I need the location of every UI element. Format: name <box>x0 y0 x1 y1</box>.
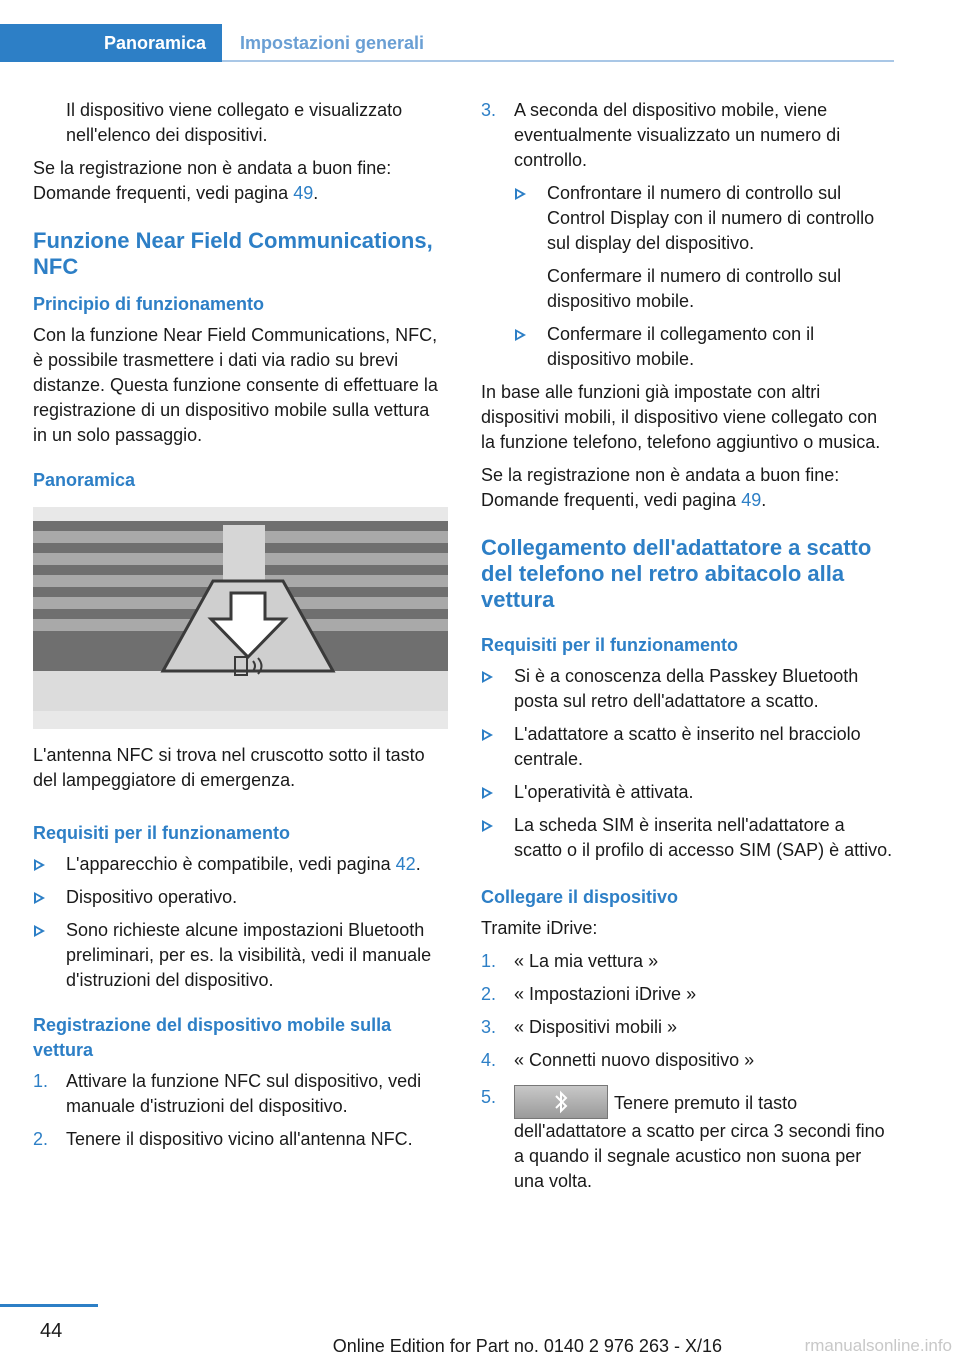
page-link-49[interactable]: 49 <box>741 490 762 510</box>
list-item-text: L'apparecchio è compatibile, vedi pagina <box>66 854 396 874</box>
heading-panoramica: Panoramica <box>33 470 136 490</box>
heading-principio: Principio di funzionamento <box>33 294 264 314</box>
bullet-triangle-icon <box>482 820 493 832</box>
sub-list-item <box>514 181 893 256</box>
list-item-text: Sono richieste alcune impostazioni Bluetooth preliminari, per es. la visibilità, vedi il manuale d'istruzioni del dispositivo. <box>66 920 432 990</box>
heading-nfc: Funzione Near Field Communications, NFC <box>33 228 433 279</box>
bullet-triangle-icon <box>482 729 493 741</box>
list-item <box>481 664 893 714</box>
bullet-triangle-icon <box>34 892 45 904</box>
bullet-triangle-icon <box>34 859 45 871</box>
step-number: 2. <box>33 1129 49 1149</box>
list-item <box>33 1127 448 1152</box>
bullet-triangle-icon <box>515 329 526 341</box>
paragraph-connected: Il dispositivo viene collegato e visualizzato nell'elenco dei dispositivi. <box>66 100 403 145</box>
footer-divider <box>0 1304 98 1307</box>
list-item <box>481 1085 893 1194</box>
list-item-text: « Dispositivi mobili » <box>514 1017 678 1037</box>
heading-collegamento: Collegamento dell'adattatore a scatto del telefono nel retro abitacolo alla vettura <box>481 535 872 612</box>
list-item <box>481 1048 893 1073</box>
heading-requisiti: Requisiti per il funzionamento <box>481 635 739 655</box>
list-item-text: L'adattatore a scatto è inserito nel bracciolo centrale. <box>514 724 861 769</box>
list-item-text: Tenere il dispositivo vicino all'antenna NFC. <box>66 1129 413 1149</box>
list-item-text: Confrontare il numero di controllo sul Control Display con il numero di controllo sul display del dispositivo. <box>547 183 875 253</box>
bullet-triangle-icon <box>482 787 493 799</box>
page-header <box>0 0 960 64</box>
sub-paragraph: Confermare il numero di controllo sul dispositivo mobile. <box>547 266 842 311</box>
tab-impostazioni-generali[interactable]: Impostazioni generali <box>240 32 425 53</box>
step-number: 3. <box>481 100 497 120</box>
list-item-text: A seconda del dispositivo mobile, viene eventualmente visualizzato un numero di controllo. <box>514 100 841 170</box>
step-number: 5. <box>481 1087 497 1107</box>
bullet-triangle-icon <box>34 925 45 937</box>
list-item <box>33 1069 448 1119</box>
nfc-antenna-figure <box>33 507 448 729</box>
step-number: 4. <box>481 1050 497 1070</box>
list-item-text: « Impostazioni iDrive » <box>514 984 697 1004</box>
list-item-text: La scheda SIM è inserita nell'adattatore a scatto o il profilo di accesso SIM (SAP) è attivo. <box>514 815 893 860</box>
paragraph-base-funzioni: In base alle funzioni già impostate con altri dispositivi mobili, il dispositivo viene collegato con la funzione telefono, telefono aggiuntivo o musica. <box>481 382 881 452</box>
heading-collegare: Collegare il dispositivo <box>481 887 679 907</box>
tab-panoramica[interactable]: Panoramica <box>0 24 222 62</box>
paragraph-text: Se la registrazione non è andata a buon fine: Domande frequenti, vedi pagina <box>33 158 392 203</box>
figure-caption: L'antenna NFC si trova nel cruscotto sotto il tasto del lampeggiatore di emergenza. <box>33 745 425 790</box>
left-column <box>33 98 448 1160</box>
page-link-42[interactable]: 42 <box>395 854 416 874</box>
paragraph-principio: Con la funzione Near Field Communications, NFC, è possibile trasmettere i dati via radio su brevi distanze. Questa funzione consente di effettuare la registrazione di un dispositivo mobile sulla vettura in un solo passaggio. <box>33 325 438 445</box>
list-item-text: « Connetti nuovo dispositivo » <box>514 1050 755 1070</box>
bluetooth-button-icon <box>514 1085 608 1119</box>
list-item-text: « La mia vettura » <box>514 951 659 971</box>
list-item <box>481 780 893 805</box>
page-number: 44 <box>40 1320 63 1342</box>
list-item <box>481 98 893 173</box>
bullet-triangle-icon <box>482 671 493 683</box>
list-item <box>33 918 448 993</box>
list-item <box>481 982 893 1007</box>
paragraph-tramite: Tramite iDrive: <box>481 918 598 938</box>
paragraph-text: Se la registrazione non è andata a buon fine: Domande frequenti, vedi pagina <box>481 465 840 510</box>
step-number: 3. <box>481 1017 497 1037</box>
page-link-49[interactable]: 49 <box>293 183 314 203</box>
paragraph-registration-failed: Se la registrazione non è andata a buon fine: Domande frequenti, vedi pagina 49. <box>33 158 392 203</box>
list-item-text: Attivare la funzione NFC sul dispositivo, vedi manuale d'istruzioni del dispositivo. <box>66 1071 422 1116</box>
right-column <box>481 98 893 1202</box>
list-item-text: Tenere premuto il tasto dell'adattatore a scatto per circa 3 secondi fino a quando il segnale acustico non suona per una volta. <box>514 1093 885 1191</box>
bullet-triangle-icon <box>515 188 526 200</box>
list-item <box>33 885 448 910</box>
list-item <box>481 813 893 863</box>
dashboard-vent-illustration <box>33 507 448 729</box>
list-item <box>481 1015 893 1040</box>
sub-list-item <box>514 322 893 372</box>
heading-registrazione: Registrazione del dispositivo mobile sulla vettura <box>33 1015 392 1060</box>
watermark: rmanualsonline.info <box>804 1336 952 1355</box>
step-number: 2. <box>481 984 497 1004</box>
paragraph-registration-failed: Se la registrazione non è andata a buon fine: Domande frequenti, vedi pagina 49. <box>481 465 840 510</box>
list-item-text: L'operatività è attivata. <box>514 782 694 802</box>
list-item-text: Dispositivo operativo. <box>66 887 238 907</box>
list-item <box>481 722 893 772</box>
list-item: L'apparecchio è compatibile, vedi pagina 42. <box>33 852 448 877</box>
list-item-text: Si è a conoscenza della Passkey Bluetooth posta sul retro dell'adattatore a scatto. <box>514 666 859 711</box>
edition-note: Online Edition for Part no. 0140 2 976 263 - X/16 <box>332 1336 722 1356</box>
list-item <box>481 949 893 974</box>
step-number: 1. <box>33 1071 49 1091</box>
step-number: 1. <box>481 951 497 971</box>
header-divider <box>222 60 894 62</box>
heading-requisiti: Requisiti per il funzionamento <box>33 823 291 843</box>
list-item-text: Confermare il collegamento con il dispositivo mobile. <box>547 324 815 369</box>
